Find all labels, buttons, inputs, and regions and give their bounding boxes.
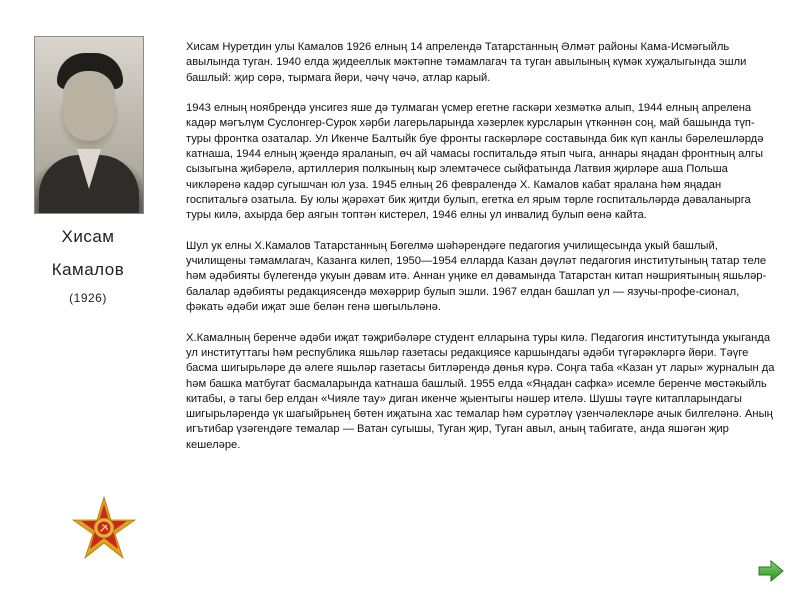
biography-paragraph: Х.Камалның беренче әдәби иҗат тәҗрибәләре студент елларына туры килә. Педагогия институтында укыганда ул институттагы һәм республика яшьләр газетасы редакциясе каршындагы әдәби түгәрәкләргә йөри. Тәүге басма шигырьләре дә әлеге яшьләр газетасы битләрендә дөнья күрә. Соңга таба «Казан ут лары» журналын да һәм башка матбугат басмаларында катнаша башлый. 1955 елда «Яңадан сафка» исемле беренче мөстәкыйль китабы, ә тагы бер елдан «Чияле тау» диган икенче җыентыгы нәшер ителә. Шушы тәүге китапларындагы шигырьләрендә үк шагыйрьнең бөтен иҗатына хас темалар һәм сурәтләү үзенчәлекләре ачык билгеләнә. Аның игътибар үзәгендәге темалар — Ватан сугышы, Туган җир, Туган авыл, аның табигате, анда яшәгән җир кешеләре. (186, 331, 775, 451)
biography-paragraph: 1943 елның ноябрендә унсигез яше дә тулмаган үсмер егетне гаскәри хезмәткә алып, 1944 елның апрелена кадәр мәгълүм Суслонгер-Сурок хәрби лагерьларында хәзерлек курсларын үткәннән соң, май башында түп-туры фронтка озаталар. Ул Икенче Балтыйк буе фронты гаскәрләре составында бик күп канлы бәрелешләрдә катнаша, 1944 елның җәендә яраланып, өч ай чамасы госпитальдә ятып чыга, аннары яңадан фронтның алгы сызыгына җибәрелә, артиллерия полкының кыр элемтәчесе сыйфатында Латвия җирләре аша Польша чикләренә кадәр сугышчан юл уза. 1945 елның 26 февралендә Х. Камалов кабат яралана һәм яңадан госпитальгә озатыла. Бу юлы җәрәхәт бик җитди булып, егетка ел ярым төрле госпитальләрдә дәваланырга туры килә, ахырда бер аягын топтән кистерел, 1946 елны ул инвалид булып өенә кайта. (186, 102, 764, 222)
author-first-name: Хисам (61, 227, 115, 246)
author-portrait (34, 36, 144, 214)
biography-paragraph: Хисам Нуретдин улы Камалов 1926 елның 14 апрелендә Татарстанның Әлмәт районы Кама-Исмәгыйль авылында туган. 1940 елда җидееллык мәктәпне тәмамлагач та туган авылының күмәк хуҗалыгында эшли башлый: җир сөрә, тырмага йөри, чәчү чәчә, атлар карый. (186, 41, 747, 84)
author-last-name: Камалов (51, 260, 125, 279)
author-years: (1926) (69, 291, 107, 305)
portrait-face (63, 71, 115, 141)
next-arrow-icon[interactable] (758, 560, 784, 582)
biography-paragraph: Шул ук елны Х.Камалов Татарстанның Бөгелмә шәһәрендәге педагогия училищесында укый башлый, училищены тәмамлагач, Казанга килеп, 1950—1954 елларда Казан дәүләт педагогия институтының татар теле һәм әдәбияты бүлегендә укуын дәвам итә. Аннан уңике ел дәвамында Татарстан китап нәшриятының яшьләр-балалар әдәбияты редакциясендә мөхәррир булып эшли. 1967 елдан башлап ул — язучы-профе-сионал, фәкать әдәби иҗат эше белән генә шөгыльләнә. (186, 239, 767, 314)
order-of-patriotic-war-icon (72, 496, 136, 560)
biography-text (186, 40, 776, 468)
